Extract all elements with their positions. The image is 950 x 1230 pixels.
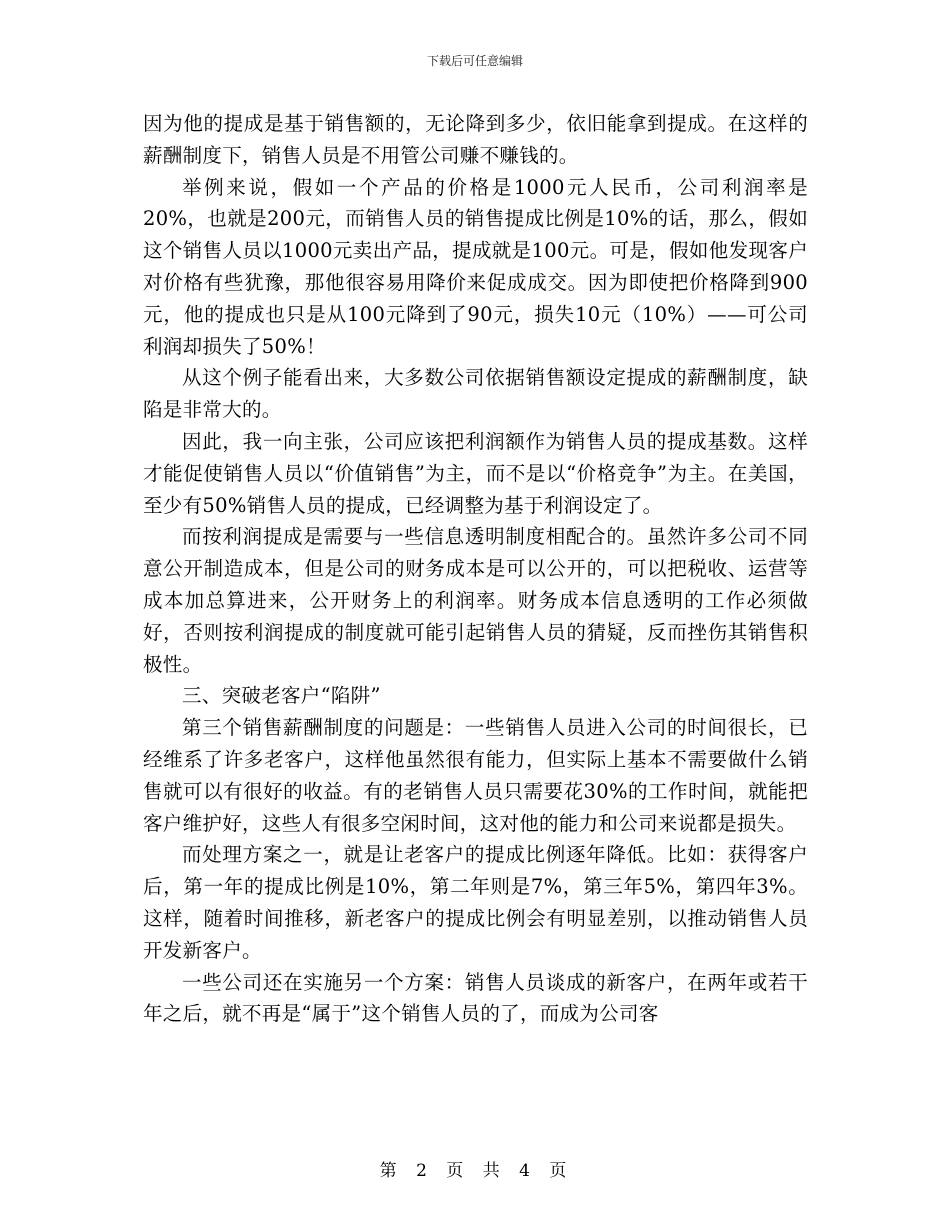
paragraph-8: 一些公司还在实施另一个方案：销售人员谈成的新客户，在两年或若干年之后，就不再是“属于”这个销售人员的了，而成为公司客 <box>143 970 808 1026</box>
body-text <box>143 108 808 1030</box>
paragraph-5: 而按利润提成是需要与一些信息透明制度相配合的。虽然许多公司不同意公开制造成本，但是公司的财务成本是可以公开的，可以把税收、运营等成本加总算进来，公开财务上的利润率。财务成本信息透明的工作必须做好，否则按利润提成的制度就可能引起销售人员的猜疑，反而挫伤其销售积极性。 <box>143 525 808 676</box>
paragraph-4: 因此，我一向主张，公司应该把利润额作为销售人员的提成基数。这样才能促使销售人员以“价值销售”为主，而不是以“价格竞争”为主。在美国，至少有50%销售人员的提成，已经调整为基于利润设定了。 <box>143 429 808 517</box>
page-header: 下载后可任意编辑 <box>426 54 523 68</box>
paragraph-6: 第三个销售薪酬制度的问题是：一些销售人员进入公司的时间很长，已经维系了许多老客户，这样他虽然很有能力，但实际上基本不需要做什么销售就可以有很好的收益。有的老销售人员只需要花30%的工作时间，就能把客户维护好，这些人有很多空闲时间，这对他的能力和公司来说都是损失。 <box>143 716 808 835</box>
section-heading: 三、突破老客户“陷阱” <box>182 684 381 708</box>
paragraph-7: 而处理方案之一，就是让老客户的提成比例逐年降低。比如：获得客户后，第一年的提成比例是10%，第二年则是7%，第三年5%，第四年3%。这样，随着时间推移，新老客户的提成比例会有明显差别，以推动销售人员开发新客户。 <box>143 843 808 962</box>
paragraph-3: 从这个例子能看出来，大多数公司依据销售额设定提成的薪酬制度，缺陷是非常大的。 <box>143 366 808 422</box>
paragraph-1: 因为他的提成是基于销售额的，无论降到多少，依旧能拿到提成。在这样的薪酬制度下，销售人员是不用管公司赚不赚钱的。 <box>143 112 808 167</box>
page-footer: 第 2 页 共 4 页 <box>379 1161 571 1181</box>
paragraph-2: 举例来说，假如一个产品的价格是1000元人民币，公司利润率是20%，也就是200元，而销售人员的销售提成比例是10%的话，那么，假如这个销售人员以1000元卖出产品，提成就是100元。可是，假如他发现客户对价格有些犹豫，那他很容易用降价来促成成交。因为即使把价格降到900元，他的提成也只是从100元降到了90元，损失10元（10%）——可公司利润却损失了50%！ <box>143 175 808 358</box>
